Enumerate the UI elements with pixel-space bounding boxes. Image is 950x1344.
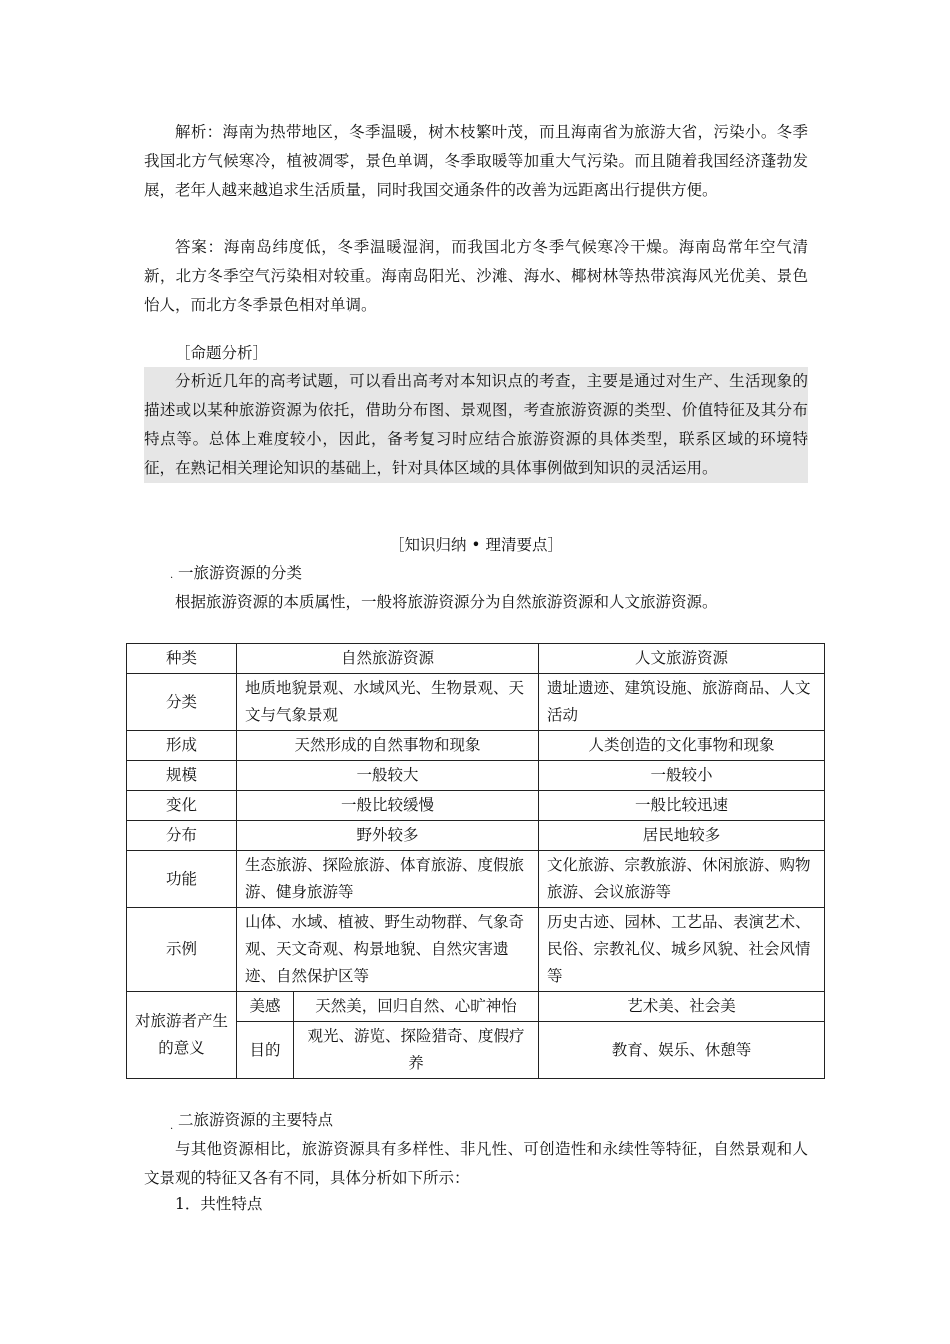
table-cell: 规模 bbox=[127, 761, 237, 791]
table-cell: 天然形成的自然事物和现象 bbox=[237, 731, 539, 761]
table-cell: 观光、游览、探险猎奇、度假疗养 bbox=[294, 1022, 539, 1079]
table-row bbox=[127, 821, 825, 851]
table-cell: 历史古迹、园林、工艺品、表演艺术、民俗、宗教礼仪、城乡风貌、社会风情等 bbox=[539, 908, 825, 992]
table-cell: 野外较多 bbox=[237, 821, 539, 851]
table-cell: 人类创造的文化事物和现象 bbox=[539, 731, 825, 761]
table-cell: 山体、水域、植被、野生动物群、气象奇观、天文奇观、构景地貌、自然灾害遗迹、自然保护区等 bbox=[237, 908, 539, 992]
table-row bbox=[127, 791, 825, 821]
table-cell: 目的 bbox=[237, 1022, 294, 1079]
answer-paragraph: 答案：海南岛纬度低，冬季温暖湿润，而我国北方冬季气候寒冷干燥。海南岛常年空气清新，北方冬季空气污染相对较重。海南岛阳光、沙滩、海水、椰树林等热带滨海风光优美、景色怡人，而北方冬季景色相对单调。 bbox=[144, 238, 808, 314]
section2-intro: 与其他资源相比，旅游资源具有多样性、非凡性、可创造性和永续性等特征，自然景观和人文景观的特征又各有不同，具体分析如下所示： bbox=[144, 1140, 808, 1187]
table-cell: 艺术美、社会美 bbox=[539, 992, 825, 1022]
table-cell: 分类 bbox=[127, 674, 237, 731]
table-row bbox=[127, 731, 825, 761]
table-cell: 人文旅游资源 bbox=[539, 644, 825, 674]
table-cell: 种类 bbox=[127, 644, 237, 674]
table-cell: 一般比较迅速 bbox=[539, 791, 825, 821]
table-cell: 居民地较多 bbox=[539, 821, 825, 851]
table-cell: 美感 bbox=[237, 992, 294, 1022]
table-cell: 形成 bbox=[127, 731, 237, 761]
table-row bbox=[127, 908, 825, 992]
table-cell: 对旅游者产生的意义 bbox=[127, 992, 237, 1079]
analysis-paragraph: 解析：海南为热带地区，冬季温暖，树木枝繁叶茂，而且海南省为旅游大省，污染小。冬季我国北方气候寒冷，植被凋零，景色单调，冬季取暖等加重大气污染。而且随着我国经济蓬勃发展，老年人越来越追求生活质量，同时我国交通条件的改善为远距离出行提供方便。 bbox=[144, 123, 808, 199]
table-cell: 生态旅游、探险旅游、体育旅游、度假旅游、健身旅游等 bbox=[237, 851, 539, 908]
table-cell: 分布 bbox=[127, 821, 237, 851]
table-row bbox=[127, 851, 825, 908]
table-cell: 教育、娱乐、休憩等 bbox=[539, 1022, 825, 1079]
table-row bbox=[127, 644, 825, 674]
table-cell: 自然旅游资源 bbox=[237, 644, 539, 674]
table-cell: 一般较大 bbox=[237, 761, 539, 791]
table-row bbox=[127, 761, 825, 791]
table-cell: 示例 bbox=[127, 908, 237, 992]
proposition-heading: ［命题分析］ bbox=[175, 344, 269, 362]
section2-title: 二旅游资源的主要特点 bbox=[178, 1111, 334, 1129]
proposition-paragraph: 分析近几年的高考试题，可以看出高考对本知识点的考查，主要是通过对生产、生活现象的描述或以某种旅游资源为依托，借助分布图、景观图，考查旅游资源的类型、价值特征及其分布特点等。总体上难度较小，因此，备考复习时应结合旅游资源的具体类型，联系区域的环境特征，在熟记相关理论知识的基础上，针对具体区域的具体事例做到知识的灵活运用。 bbox=[144, 367, 808, 483]
table-cell: 功能 bbox=[127, 851, 237, 908]
table-row bbox=[127, 674, 825, 731]
bullet-dot-icon: . bbox=[170, 570, 174, 581]
table-cell: 一般较小 bbox=[539, 761, 825, 791]
section2-item1: 1．共性特点 bbox=[175, 1195, 263, 1213]
tourism-resource-table bbox=[126, 643, 825, 1079]
section1-title: 一旅游资源的分类 bbox=[178, 564, 303, 582]
table-cell: 文化旅游、宗教旅游、休闲旅游、购物旅游、会议旅游等 bbox=[539, 851, 825, 908]
table-cell: 地质地貌景观、水域风光、生物景观、天文与气象景观 bbox=[237, 674, 539, 731]
section1-intro: 根据旅游资源的本质属性，一般将旅游资源分为自然旅游资源和人文旅游资源。 bbox=[175, 593, 718, 611]
table-row bbox=[127, 992, 825, 1022]
table-cell: 天然美，回归自然、心旷神怡 bbox=[294, 992, 539, 1022]
table-cell: 一般比较缓慢 bbox=[237, 791, 539, 821]
bullet-dot-icon: . bbox=[170, 1121, 174, 1132]
table-cell: 变化 bbox=[127, 791, 237, 821]
knowledge-heading: ［知识归纳 • 理清要点］ bbox=[389, 536, 563, 554]
table-cell: 遗址遗迹、建筑设施、旅游商品、人文活动 bbox=[539, 674, 825, 731]
